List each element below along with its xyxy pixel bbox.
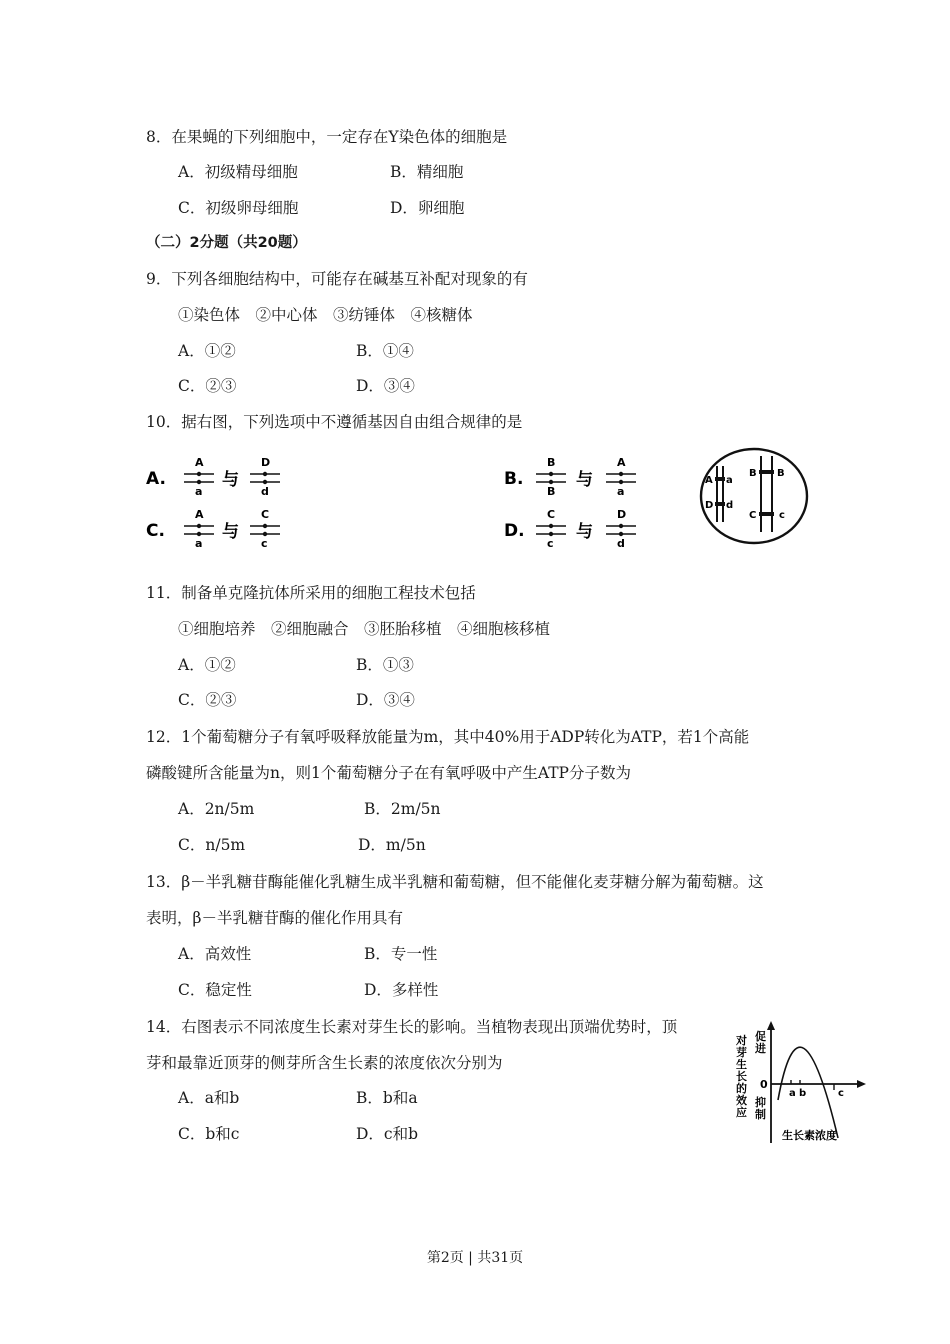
gene-bottom: d <box>617 537 625 550</box>
gene-top: A <box>617 456 626 469</box>
gene-top: C <box>547 508 556 521</box>
cell-gene-c: c <box>779 510 785 521</box>
gene-bottom: a <box>617 485 625 498</box>
chromosome-pair-b1 <box>536 456 566 498</box>
q11-stem: 11．制备单克隆抗体所采用的细胞工程技术包括 <box>146 584 476 602</box>
q11-option-b: B．①③ <box>356 656 414 674</box>
q12-option-c: C．n/5m <box>178 836 246 854</box>
gene-top: B <box>547 456 556 469</box>
q10-with-c: 与 <box>222 522 239 542</box>
q14-option-c: C．b和c <box>178 1125 240 1143</box>
q14-auxin-graph <box>730 1018 870 1148</box>
chromosome-pair-d1 <box>536 508 566 550</box>
gene-top: C <box>261 508 270 521</box>
q14-option-d: D．c和b <box>356 1125 419 1143</box>
q10-with-a: 与 <box>222 470 239 490</box>
zero-label: 0 <box>760 1078 768 1091</box>
q14-option-b: B．b和a <box>356 1089 418 1107</box>
cell-gene-B2: B <box>777 468 785 479</box>
q12-stem-line1: 12．1个葡萄糖分子有氧呼吸释放能量为m，其中40%用于ADP转化为ATP，若1个高能 <box>146 728 750 746</box>
q8-option-a: A．初级精母细胞 <box>178 163 298 181</box>
q12-stem-line2: 磷酸键所含能量为n，则1个葡萄糖分子在有氧呼吸中产生ATP分子数为 <box>146 764 631 782</box>
gene-top: A <box>195 508 204 521</box>
gene-top: A <box>195 456 204 469</box>
chromosome-pair-a1 <box>184 456 214 498</box>
q10-with-d: 与 <box>576 522 593 542</box>
q11-option-a: A．①② <box>178 656 236 674</box>
promote-label: 促进 <box>755 1030 766 1055</box>
gene-bottom: B <box>547 485 556 498</box>
x-point-c: c <box>838 1088 844 1099</box>
q10-with-b: 与 <box>576 470 593 490</box>
gene-bottom: a <box>195 537 203 550</box>
q9-option-d: D．③④ <box>356 377 415 395</box>
x-point-a: a <box>789 1088 796 1099</box>
gene-bottom: a <box>195 485 203 498</box>
inhibit-label: 抑制 <box>755 1096 766 1121</box>
q11-option-c: C．②③ <box>178 691 237 709</box>
q10-cell-diagram <box>698 446 810 546</box>
cell-gene-A: A <box>705 475 713 486</box>
chromosome-pair-c2 <box>250 508 280 550</box>
q13-stem-line1: 13．β－半乳糖苷酶能催化乳糖生成半乳糖和葡萄糖，但不能催化麦芽糖分解为葡萄糖。这 <box>146 873 764 891</box>
q10-label-c: C. <box>146 521 165 541</box>
chromosome-pair-c1 <box>184 508 214 550</box>
cell-gene-B1: B <box>749 468 757 479</box>
q13-option-b: B．专一性 <box>364 945 438 963</box>
q14-stem-line1: 14．右图表示不同浓度生长素对芽生长的影响。当植物表现出顶端优势时，顶 <box>146 1018 678 1036</box>
gene-bottom: d <box>261 485 269 498</box>
x-axis-label: 生长素浓度 <box>782 1129 837 1142</box>
q8-stem: 8．在果蝇的下列细胞中，一定存在Y染色体的细胞是 <box>146 128 508 146</box>
cell-gene-C: C <box>749 510 757 521</box>
cell-gene-D: D <box>705 500 714 511</box>
cell-gene-a: a <box>726 475 733 486</box>
gene-bottom: c <box>547 537 554 550</box>
gene-bottom: c <box>261 537 268 550</box>
q10-label-a: A. <box>146 469 166 489</box>
y-axis-label: 对芽生长的效应 <box>736 1034 747 1119</box>
q8-option-d: D．卵细胞 <box>390 199 465 217</box>
q8-option-b: B．精细胞 <box>390 163 464 181</box>
section-heading: （二）2分题（共20题） <box>146 235 307 251</box>
q11-option-d: D．③④ <box>356 691 415 709</box>
q9-stem: 9．下列各细胞结构中，可能存在碱基互补配对现象的有 <box>146 270 528 288</box>
chromosome-pair-b2 <box>606 456 636 498</box>
q8-option-c: C．初级卵母细胞 <box>178 199 299 217</box>
q13-option-c: C．稳定性 <box>178 981 252 999</box>
q9-option-b: B．①④ <box>356 342 414 360</box>
q10-stem: 10．据右图，下列选项中不遵循基因自由组合规律的是 <box>146 413 523 431</box>
page-footer: 第2页 | 共31页 <box>426 1250 524 1266</box>
x-point-b: b <box>799 1088 807 1099</box>
q13-stem-line2: 表明，β－半乳糖苷酶的催化作用具有 <box>146 909 403 927</box>
gene-top: D <box>261 456 271 469</box>
q9-option-c: C．②③ <box>178 377 237 395</box>
q14-stem-line2: 芽和最靠近顶芽的侧芽所含生长素的浓度依次分别为 <box>146 1054 503 1072</box>
q9-items: ①染色体 ②中心体 ③纺锤体 ④核糖体 <box>178 306 473 324</box>
q11-items: ①细胞培养 ②细胞融合 ③胚胎移植 ④细胞核移植 <box>178 620 551 638</box>
q9-option-a: A．①② <box>178 342 236 360</box>
q12-option-a: A．2n/5m <box>178 800 255 818</box>
cell-gene-d: d <box>726 500 734 511</box>
q12-option-b: B．2m/5n <box>364 800 441 818</box>
q10-label-d: D. <box>504 521 525 541</box>
gene-top: D <box>617 508 627 521</box>
q14-option-a: A．a和b <box>178 1089 240 1107</box>
q10-label-b: B. <box>504 469 524 489</box>
chromosome-pair-d2 <box>606 508 636 550</box>
q13-option-d: D．多样性 <box>364 981 439 999</box>
q12-option-d: D．m/5n <box>358 836 426 854</box>
chromosome-pair-a2 <box>250 456 280 498</box>
q13-option-a: A．高效性 <box>178 945 252 963</box>
q10-options-figure <box>140 448 660 556</box>
